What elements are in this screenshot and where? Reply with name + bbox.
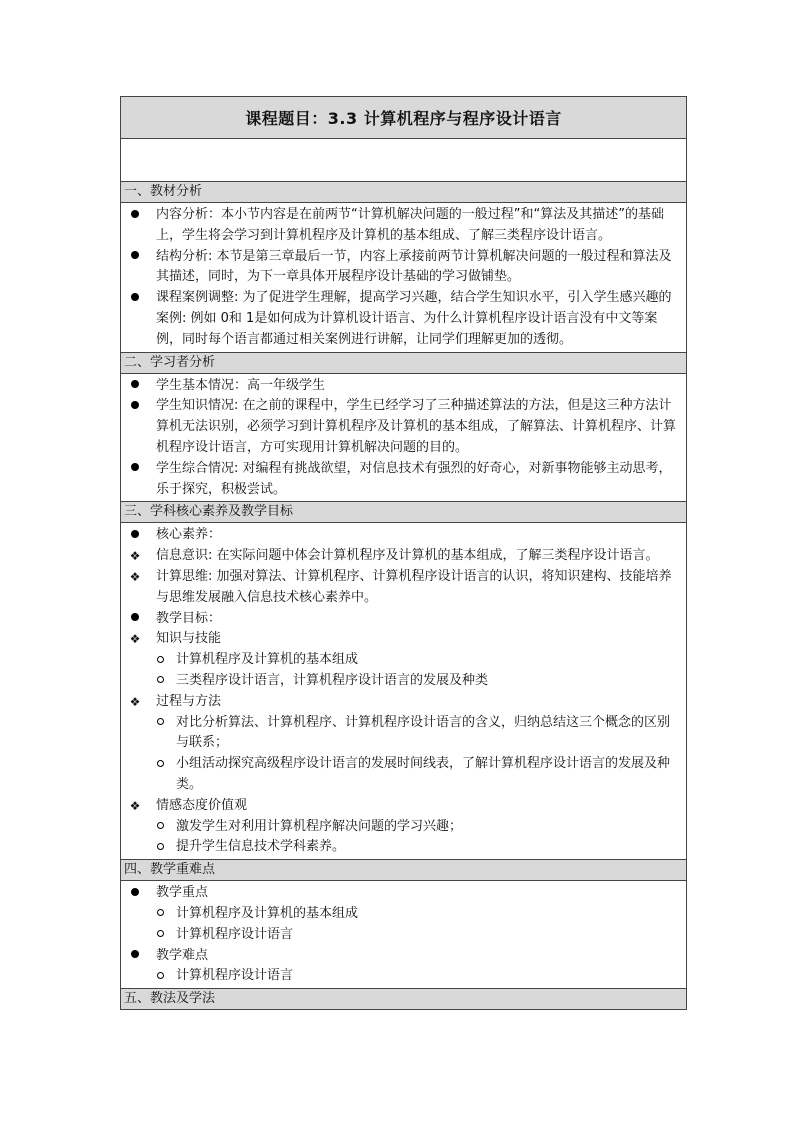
list-item <box>121 205 686 247</box>
bullet-dot-icon <box>127 288 143 309</box>
list-item <box>121 883 686 904</box>
list-item <box>121 946 686 967</box>
list-item-text: 课程案例调整: 为了促进学生理解，提高学习兴趣，结合学生知识水平，引入学生感兴趣的案例: 例如 0和 1是如何成为计算机设计语言、为什么计算机程序设计语言没有中文等案例，同时每个语言都通过相关案例进行讲解，让同学们理解更加的透彻。 <box>156 290 672 347</box>
list-item <box>121 376 686 397</box>
bullet-dot-icon <box>127 247 143 268</box>
list-item <box>121 754 686 796</box>
list-item <box>121 837 686 858</box>
bullet-dot-icon <box>127 396 143 417</box>
bullet-dot-icon <box>127 609 143 630</box>
list-item-text: 小组活动探究高级程序设计语言的发展时间线表，了解计算机程序设计语言的发展及种类。 <box>176 756 671 792</box>
list-item <box>121 671 686 692</box>
list-item-text: 核心素养： <box>156 527 222 543</box>
section-heading-teaching-methods: 五、教法及学法 <box>121 989 686 1009</box>
list-item-text: 计算机程序及计算机的基本组成 <box>176 905 359 921</box>
list-item-text: 信息意识: 在实际问题中体会计算机程序及计算机的基本组成，了解三类程序设计语言。 <box>156 548 659 564</box>
list-item-text: 学生知识情况: 在之前的课程中，学生已经学习了三种描述算法的方法，但是这三种方法计算机无法识别，必须学习到计算机程序及计算机的基本组成，了解算法、计算机程序、计算机程序设计语言，方可实现用计算机解决问题的目的。 <box>156 398 677 455</box>
bullet-dot-icon <box>127 459 143 480</box>
bullet-dot-icon <box>127 883 143 904</box>
list-item-text: 三类程序设计语言，计算机程序设计语言的发展及种类 <box>176 672 489 688</box>
list-item-text: 计算机程序设计语言 <box>176 968 294 984</box>
bullet-ring-icon <box>152 837 168 858</box>
bullet-ring-icon <box>152 754 168 775</box>
list-item-text: 对比分析算法、计算机程序、计算机程序设计语言的含义，归纳总结这三个概念的区别与联系； <box>176 714 671 751</box>
bullet-diamond-icon: ❖ <box>129 549 141 564</box>
bullet-ring-icon <box>152 650 168 671</box>
list-item-text: 激发学生对利用计算机程序解决问题的学习兴趣； <box>176 818 463 834</box>
bullet-diamond-icon: ❖ <box>129 798 141 813</box>
bullet-diamond-icon: ❖ <box>129 632 141 647</box>
bullet-ring-icon <box>152 904 168 925</box>
bullet-dot-icon <box>127 205 143 226</box>
list-item <box>121 904 686 925</box>
list-item-text: 提升学生信息技术学科素养。 <box>176 839 346 855</box>
section-body-core-literacy-objectives <box>121 523 686 860</box>
list-item <box>121 609 686 630</box>
list-item-text: 学生基本情况：高一年级学生 <box>156 377 326 393</box>
course-title: 课程题目：3.3 计算机程序与程序设计语言 <box>121 97 686 139</box>
bullet-diamond-icon: ❖ <box>129 569 141 584</box>
blank-row <box>121 139 686 182</box>
bullet-ring-icon <box>152 925 168 946</box>
list-item-text: 教学目标： <box>156 610 222 626</box>
bullet-ring-icon <box>152 966 168 987</box>
list-item <box>121 567 686 609</box>
section-body-learner-analysis <box>121 374 686 503</box>
list-item <box>121 247 686 289</box>
section-body-key-difficult-points <box>121 881 686 989</box>
list-item-text: 过程与方法 <box>156 693 222 709</box>
list-item <box>121 459 686 501</box>
list-item-text: 教学重点 <box>156 885 209 901</box>
bullet-ring-icon <box>152 713 168 734</box>
section-heading-key-difficult-points: 四、教学重难点 <box>121 860 686 881</box>
bullet-ring-icon <box>152 817 168 838</box>
bullet-dot-icon <box>127 946 143 967</box>
list-item-text: 内容分析：本小节内容是在前两节“计算机解决问题的一般过程”和“算法及其描述”的基础上，学生将会学习到计算机程序及计算机的基本组成、了解三类程序设计语言。 <box>156 207 664 243</box>
list-item <box>121 966 686 987</box>
list-item-text: 结构分析: 本节是第三章最后一节，内容上承接前两节计算机解决问题的一般过程和算法及其描述，同时，为下一章具体开展程序设计基础的学习做铺垫。 <box>156 248 672 285</box>
list-item-text: 学生综合情况: 对编程有挑战欲望，对信息技术有强烈的好奇心，对新事物能够主动思考，乐于探究，积极尝试。 <box>156 460 672 497</box>
list-item <box>121 817 686 838</box>
list-item <box>121 692 686 713</box>
bullet-dot-icon <box>127 525 143 546</box>
list-item-text: 计算机程序设计语言 <box>176 926 294 942</box>
list-item <box>121 288 686 350</box>
section-heading-learner-analysis: 二、学习者分析 <box>121 353 686 374</box>
list-item <box>121 629 686 650</box>
list-item <box>121 796 686 817</box>
bullet-dot-icon <box>127 376 143 397</box>
list-item <box>121 546 686 567</box>
list-item-text: 情感态度价值观 <box>156 797 248 813</box>
list-item <box>121 713 686 755</box>
list-item-text: 知识与技能 <box>156 631 222 647</box>
section-body-textbook-analysis <box>121 203 686 353</box>
section-heading-core-literacy-objectives: 三、学科核心素养及教学目标 <box>121 502 686 523</box>
list-item <box>121 396 686 458</box>
list-item <box>121 925 686 946</box>
sections-container <box>121 182 686 989</box>
list-item-text: 计算机程序及计算机的基本组成 <box>176 652 359 668</box>
list-item-text: 教学难点 <box>156 947 209 963</box>
list-item <box>121 525 686 546</box>
list-item <box>121 650 686 671</box>
list-item-text: 计算思维: 加强对算法、计算机程序、计算机程序设计语言的认识，将知识建构、技能培养与思维发展融入信息技术核心素养中。 <box>156 568 672 605</box>
lesson-plan-table <box>120 96 687 1010</box>
section-heading-textbook-analysis: 一、教材分析 <box>121 182 686 203</box>
bullet-ring-icon <box>152 671 168 692</box>
bullet-diamond-icon: ❖ <box>129 694 141 709</box>
